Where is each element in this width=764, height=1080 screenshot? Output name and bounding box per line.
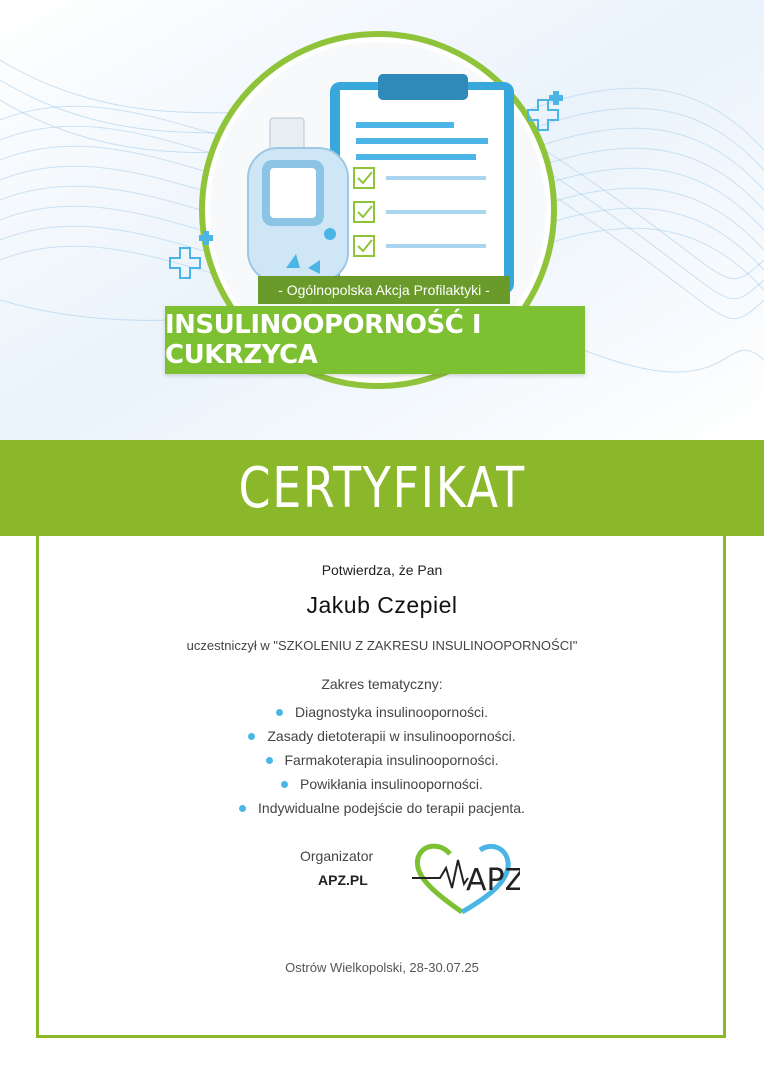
campaign-title: INSULINOOPORNOŚĆ I CUKRZYCA <box>165 306 585 374</box>
campaign-subtitle: - Ogólnopolska Akcja Profilaktyki - <box>258 276 510 304</box>
scope-label: Zakres tematyczny: <box>321 676 443 692</box>
certificate-heading-band <box>0 440 764 536</box>
topic-list <box>0 700 764 820</box>
topic-item <box>0 700 764 724</box>
topic-item <box>0 724 764 748</box>
bullet-icon <box>266 757 273 764</box>
bullet-icon <box>248 733 255 740</box>
organizer-label: Organizator <box>300 848 374 864</box>
hero-illustration <box>0 0 764 440</box>
topic-text: Diagnostyka insulinooporności. <box>295 704 488 720</box>
bullet-icon <box>281 781 288 788</box>
topic-text: Farmakoterapia insulinooporności. <box>284 752 499 768</box>
topic-item <box>0 796 764 820</box>
hero-background <box>0 0 764 440</box>
topic-text: Powikłania insulinooporności. <box>300 776 483 792</box>
clipboard-icon <box>330 74 514 294</box>
topic-item <box>0 748 764 772</box>
participation-text: uczestniczył w "SZKOLENIU Z ZAKRESU INSULINOOPORNOŚCI" <box>186 638 578 653</box>
logo-text: APZ <box>466 863 520 898</box>
heart-pulse-logo-icon <box>410 840 520 920</box>
confirm-text: Potwierdza, że Pan <box>321 562 443 578</box>
topic-item <box>0 772 764 796</box>
bullet-icon <box>276 709 283 716</box>
topic-text: Indywidualne podejście do terapii pacjenta. <box>258 800 525 816</box>
topic-text: Zasady dietoterapii w insulinooporności. <box>267 728 516 744</box>
apz-logo <box>410 840 520 925</box>
certificate-heading: CERTYFIKAT <box>238 455 526 521</box>
place-date: Ostrów Wielkopolski, 28-30.07.25 <box>285 960 479 975</box>
bullet-icon <box>239 805 246 812</box>
organizer-name: APZ.PL <box>318 872 368 888</box>
recipient-name: Jakub Czepiel <box>306 592 458 618</box>
